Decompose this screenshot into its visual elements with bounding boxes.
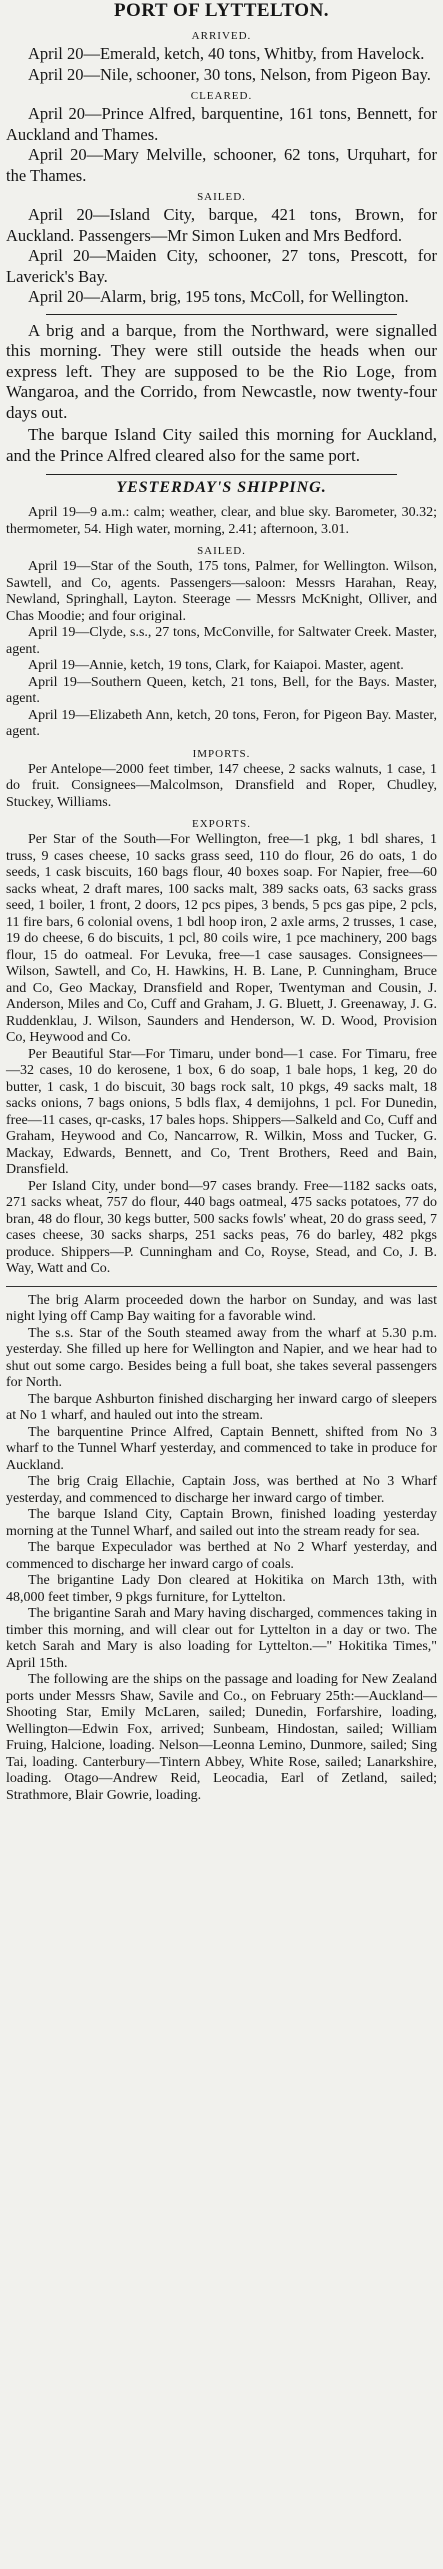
exports-item: Per Island City, under bond—97 cases brandy. Free—1182 sacks oats, 271 sacks wheat, 757 do flour, 440 bags oatmeal, 475 sacks potatoes, 77 do bran, 48 do flour, 30 kegs butter, 500 sacks fowls' wheat, 20 do grass seed, 7 cases cheese, 30 sacks sharps, 251 sacks peas, 76 do barley, 482 pkgs produce. Shippers—P. Cunningham and Co, Royse, Stead, and Co, J. B. Way, Watt and Co. — [6, 1178, 437, 1276]
sailed-top-item: April 20—Island City, barque, 421 tons, Brown, for Auckland. Passengers—Mr Simon Luken and Mrs Bedford. — [6, 205, 437, 245]
news-paragraph: The barque Ashburton finished discharging her inward cargo of sleepers at No 1 wharf, and hauled out into the stream. — [6, 1391, 437, 1423]
news-paragraph: The barque Island City, Captain Brown, finished loading yesterday morning at the Tunnel Wharf, and sailed out into the stream ready for sea. — [6, 1507, 437, 1539]
news-paragraph: The barquentine Prince Alfred, Captain Bennett, shifted from No 3 wharf to the Tunnel Wharf yesterday, and commenced to take in produce for Auckland. — [6, 1424, 437, 1473]
weather-report: April 19—9 a.m.: calm; weather, clear, and blue sky. Barometer, 30.32; thermometer, 54. High water, morning, 2.41; afternoon, 3.01. — [6, 505, 437, 537]
imports-heading: IMPORTS. — [192, 747, 251, 760]
sailed-item: April 19—Clyde, s.s., 27 tons, McConville, for Saltwater Creek. Master, agent. — [6, 625, 437, 657]
exports-item: Per Star of the South—For Wellington, free—1 pkg, 1 bdl shares, 1 truss, 9 cases cheese, 10 sacks grass seed, 110 do flour, 26 do oats, 1 do seeds, 1 cask biscuits, 160 bags flour, 40 boxes soap. For Napier, free—60 sacks wheat, 2 draft mares, 100 sacks malt, 389 sacks oats, 63 sacks grass seed, 1 boiler, 1 front, 2 doors, 12 pcs pipes, 3 bends, 5 pcs gas pipe, 2 pcls, 11 fire bars, 6 colonial ovens, 1 bdl hoop iron, 2 axle arms, 2 trusses, 1 case, 19 do cheese, 6 do biscuits, 1 pcl, 80 coils wire, 1 pce machinery, 200 bags flour, 15 do oatmeal. For Levuka, free—1 case sausages. Consignees—Wilson, Sawtell, and Co, H. Hawkins, H. B. Lane, P. Cunningham, Bruce and Co, Geo Mackay, Dransfield and Roper, Twentyman and Cousin, J. Anderson, Miles and Co, Cuff and Graham, J. G. Bluett, J. Greenaway, J. G. Ruddenklau, J. Wilson, Saunders and Henderson, W. D. Wood, Provision Co, Heywood and Co. — [6, 832, 437, 1045]
section-divider — [46, 314, 397, 315]
imports-item: Per Antelope—2000 feet timber, 147 cheese, 2 sacks walnuts, 1 case, 1 do fruit. Consignees—Malcolmson, Dransfield and Roper, Chudley, Stuckey, Williams. — [6, 761, 437, 810]
newspaper-column — [6, 0, 437, 1804]
news-paragraph: The barque Expeculador was berthed at No 2 Wharf yesterday, and commenced to discharge her inward cargo of coals. — [6, 1540, 437, 1572]
news-paragraph: A brig and a barque, from the Northward, were signalled this morning. They were still outside the heads when our express left. They are supposed to be the Rio Loge, from Wangaroa, and the Corrido, from Newcastle, now twenty-four days out. — [6, 320, 437, 422]
cleared-section — [6, 90, 437, 186]
sailed-top-item: April 20—Maiden City, schooner, 27 tons, Prescott, for Laverick's Bay. — [6, 246, 437, 286]
cleared-item: April 20—Prince Alfred, barquentine, 161 tons, Bennett, for Auckland and Thames. — [6, 104, 437, 144]
sailed-item: April 19—Star of the South, 175 tons, Palmer, for Wellington. Wilson, Sawtell, and Co, agents. Passengers—saloon: Messrs Harahan, Reay, Newland, Springhall, Layton. Steerage — Messrs McKnight, Olliver, and Chas Moodie; and four original. — [6, 559, 437, 624]
sailed-item: April 19—Southern Queen, ketch, 21 tons, Bell, for the Bays. Master, agent. — [6, 674, 437, 706]
news-paragraph: The following are the ships on the passage and loading for New Zealand ports under Messrs Shaw, Savile and Co., on February 25th:—Auckland—Shooting Star, Emily McLaren, sailed; Dunedin, Forfarshire, loading, Wellington—Edwin Fox, arrived; Sunbeam, Hindostan, sailed; William Fruing, Halcione, loading. Nelson—Leonna Lemino, Dunmore, sailed; Sing Tai, loading. Canterbury—Tintern Abbey, White Rose, sailed; Lanarkshire, loading. Otago—Andrew Reid, Leocadia, Earl of Zetland, sailed; Strathmore, Blair Gowrie, loading. — [6, 1672, 437, 1803]
sailed-top-heading: SAILED. — [197, 191, 246, 203]
yesterday-shipping — [6, 505, 437, 1804]
arrived-section — [6, 30, 437, 85]
news-paragraph: The brig Alarm proceeded down the harbor on Sunday, and was last night lying off Camp Bay waiting for a favorable wind. — [6, 1292, 437, 1324]
news-paragraph: The brigantine Sarah and Mary having discharged, commences taking in timber this morning, and will clear out for Lyttelton in a day or two. The ketch Sarah and Mary is also loading for Lyttelton.—" Hokitika Times," April 15th. — [6, 1606, 437, 1671]
section-divider — [46, 474, 397, 475]
yesterday-shipping-heading: YESTERDAY'S SHIPPING. — [116, 479, 327, 496]
exports-item: Per Beautiful Star—For Timaru, under bond—1 case. For Timaru, free—32 cases, 10 do kerosene, 1 box, 6 do soap, 1 bale hops, 1 keg, 20 do butter, 1 cask, 1 do biscuit, 30 bags rock salt, 10 pkgs, 49 sacks malt, 18 sacks onions, 7 bags onions, 5 bdls flax, 4 demijohns, 1 pcl. For Dunedin, free—11 cases, qr-casks, 17 bales hops. Shippers—Salkeld and Co, Cuff and Graham, Heywood and Co, Nancarrow, R. Wilkin, Moss and Tucker, G. Mackay, Edwards, Bennett, and Co, Trent Brothers, Reed and Bain, Dransfield. — [6, 1046, 437, 1177]
exports-heading: EXPORTS. — [192, 818, 251, 830]
news-paragraph: The s.s. Star of the South steamed away from the wharf at 5.30 p.m. yesterday. She filled up here for Wellington and Napier, and we hear had to shut out some cargo. Besides being a full boat, she takes several passengers for North. — [6, 1325, 437, 1390]
page-title: PORT OF LYTTELTON. — [113, 0, 330, 21]
section-divider — [6, 1286, 437, 1287]
arrived-heading: ARRIVED. — [191, 30, 252, 42]
sailed-top-section — [6, 191, 437, 308]
sailed-item: April 19—Annie, ketch, 19 tons, Clark, for Kaiapoi. Master, agent. — [28, 658, 404, 673]
news-paragraph: The barque Island City sailed this morning for Auckland, and the Prince Alfred cleared also for the same port. — [6, 425, 437, 465]
sailed-top-item: April 20—Alarm, brig, 195 tons, McColl, for Wellington. — [28, 287, 409, 306]
sailed-item: April 19—Elizabeth Ann, ketch, 20 tons, Feron, for Pigeon Bay. Master, agent. — [6, 707, 437, 739]
news-paragraph: The brigantine Lady Don cleared at Hokitika on March 13th, with 48,000 feet timber, 9 pkgs furniture, for Lyttelton. — [6, 1573, 437, 1605]
news-paragraph: The brig Craig Ellachie, Captain Joss, was berthed at No 3 Wharf yesterday, and commenced to discharge her inward cargo of timber. — [6, 1474, 437, 1506]
arrived-item: April 20—Emerald, ketch, 40 tons, Whitby, from Havelock. — [28, 44, 425, 63]
sailed-heading: SAILED. — [197, 545, 246, 557]
arrived-item: April 20—Nile, schooner, 30 tons, Nelson, from Pigeon Bay. — [28, 64, 431, 84]
cleared-heading: CLEARED. — [190, 90, 253, 102]
cleared-item: April 20—Mary Melville, schooner, 62 tons, Urquhart, for the Thames. — [6, 145, 437, 185]
